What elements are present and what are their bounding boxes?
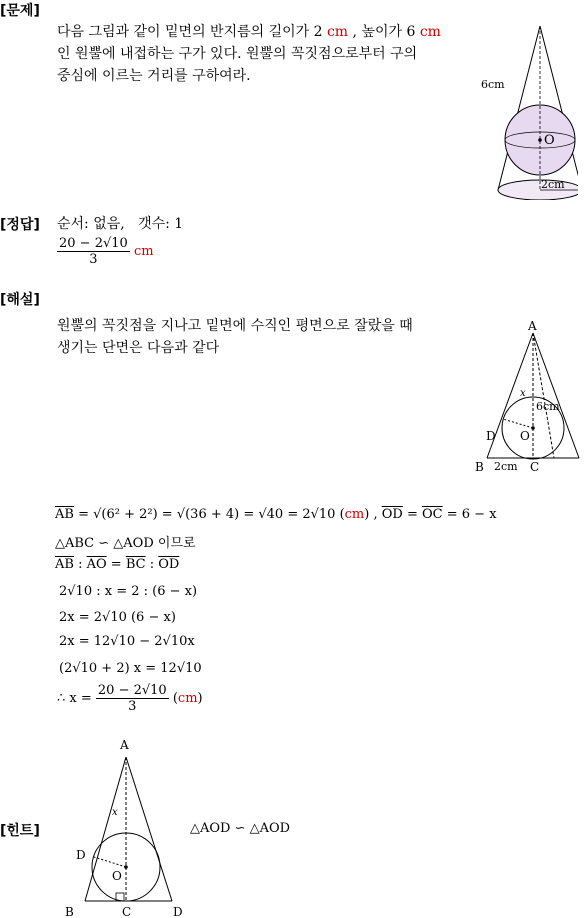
fig3-A: A: [120, 738, 129, 752]
eq-2: △ABC ∽ △AOD 이므로: [55, 536, 196, 551]
eq-3: [55, 557, 179, 572]
answer-denominator: 3: [89, 252, 98, 267]
fig2-B: B: [475, 460, 484, 474]
fig2-C: C: [530, 460, 540, 474]
answer-count: 갯수: 1: [138, 216, 184, 232]
eq1-OC: $\overline{OC}$: [422, 507, 443, 522]
eq8-open: (: [168, 691, 178, 706]
answer-meta: [57, 213, 183, 235]
eq1-AB: $\overline{AB}$: [55, 507, 74, 522]
solution-line-1: 원뿔의 꼭짓점을 지나고 밑면에 수직인 평면으로 잘랐을 때: [57, 318, 413, 334]
problem-text: [57, 21, 477, 87]
eq3-OD: $\overline{OD}$: [158, 557, 180, 572]
fig2-x: x: [520, 388, 526, 399]
answer-numerator: 20 − 2√10: [59, 236, 128, 251]
eq3-colon1: :: [73, 557, 87, 572]
eq3-AO: $\overline{AO}$: [86, 557, 107, 572]
solution-intro: [57, 315, 467, 359]
dashed-slant: [533, 333, 554, 458]
hint-figure: [60, 735, 195, 918]
eq1-body: = √(6² + 2²) = √(36 + 4) = √40 = 2√10 (: [73, 507, 345, 522]
fig1-radius-label: 2cm: [541, 178, 565, 191]
unit-cm: cm: [326, 24, 349, 40]
edge-AD: [533, 333, 579, 458]
eq3-eq: =: [106, 557, 126, 572]
hint-edge-AD: [126, 757, 172, 901]
fig3-D: D: [76, 848, 86, 862]
eq8-unit: cm: [177, 691, 198, 706]
fig2-A: A: [528, 319, 537, 333]
problem-line-2: 인 원뿔에 내접하는 구가 있다. 원뿔의 꼭짓점으로부터 구의: [57, 46, 418, 62]
fig1-center-label: O: [544, 133, 555, 148]
fig3-B: B: [65, 905, 74, 918]
eq-5: 2x = 2√10 (6 − x): [59, 610, 176, 625]
fig3-O: O: [112, 869, 122, 883]
fig3-C: C: [122, 905, 132, 918]
fig3-Dp: D: [173, 905, 183, 918]
eq-7: (2√10 + 2) x = 12√10: [59, 661, 202, 676]
eq-4: 2√10 : x = 2 : (6 − x): [59, 584, 198, 599]
solution-label: [해설]: [0, 292, 40, 308]
eq8-lhs: ∴ x =: [57, 691, 96, 706]
answer-label: [정답]: [0, 217, 40, 233]
fig3-x: x: [112, 807, 118, 818]
eq-1: [55, 507, 497, 522]
problem-label: [문제]: [0, 3, 40, 19]
unit-cm: cm: [419, 24, 441, 40]
eq3-colon2: :: [145, 557, 159, 572]
fig2-D: D: [486, 429, 496, 443]
eq3-AB: $\overline{AB}$: [55, 557, 74, 572]
sphere-center-dot: [538, 138, 542, 142]
problem-line-1: [57, 21, 477, 43]
cone-sphere-figure: [478, 20, 578, 200]
answer-value: [57, 236, 154, 267]
eq8-close: ): [197, 691, 203, 706]
solution-line-2: 생기는 단면은 다음과 같다: [57, 340, 220, 356]
center-dot: [531, 426, 535, 430]
answer-fraction: [57, 236, 130, 267]
problem-line-3: 중심에 이르는 거리를 구하여라.: [57, 68, 251, 84]
eq8-fraction: [96, 683, 169, 714]
fig1-slant-label: 6cm: [481, 78, 505, 91]
problem-line-1a: 다음 그림과 같이 밑면의 반지름의 길이가 2: [57, 24, 323, 40]
hint-text: △AOD ∽ △AOD: [190, 821, 291, 836]
eq1-close: ) ,: [364, 507, 382, 522]
eq1-eq: =: [402, 507, 422, 522]
hint-OD: [94, 857, 126, 867]
answer-order: 순서: 없음,: [57, 216, 125, 232]
hint-center-dot: [124, 865, 128, 869]
eq1-tail: = 6 − x: [442, 507, 497, 522]
eq1-unit: cm: [344, 507, 365, 522]
answer-unit: cm: [133, 244, 154, 259]
eq3-BC: $\overline{BC}$: [125, 557, 146, 572]
fig2-slant: 6cm: [536, 400, 560, 413]
fig2-base: 2cm: [494, 460, 518, 473]
eq-8: [57, 683, 203, 714]
eq1-OD: $\overline{OD}$: [381, 507, 403, 522]
eq8-denominator: 3: [128, 699, 137, 714]
problem-line-1b: , 높이가 6: [352, 24, 416, 40]
segment-OD: [503, 419, 533, 428]
fig2-O: O: [520, 429, 530, 443]
hint-label: [힌트]: [0, 823, 40, 839]
eq-6: 2x = 12√10 − 2√10x: [59, 634, 195, 649]
cross-section-figure: [470, 318, 582, 474]
eq8-numerator: 20 − 2√10: [97, 683, 167, 698]
